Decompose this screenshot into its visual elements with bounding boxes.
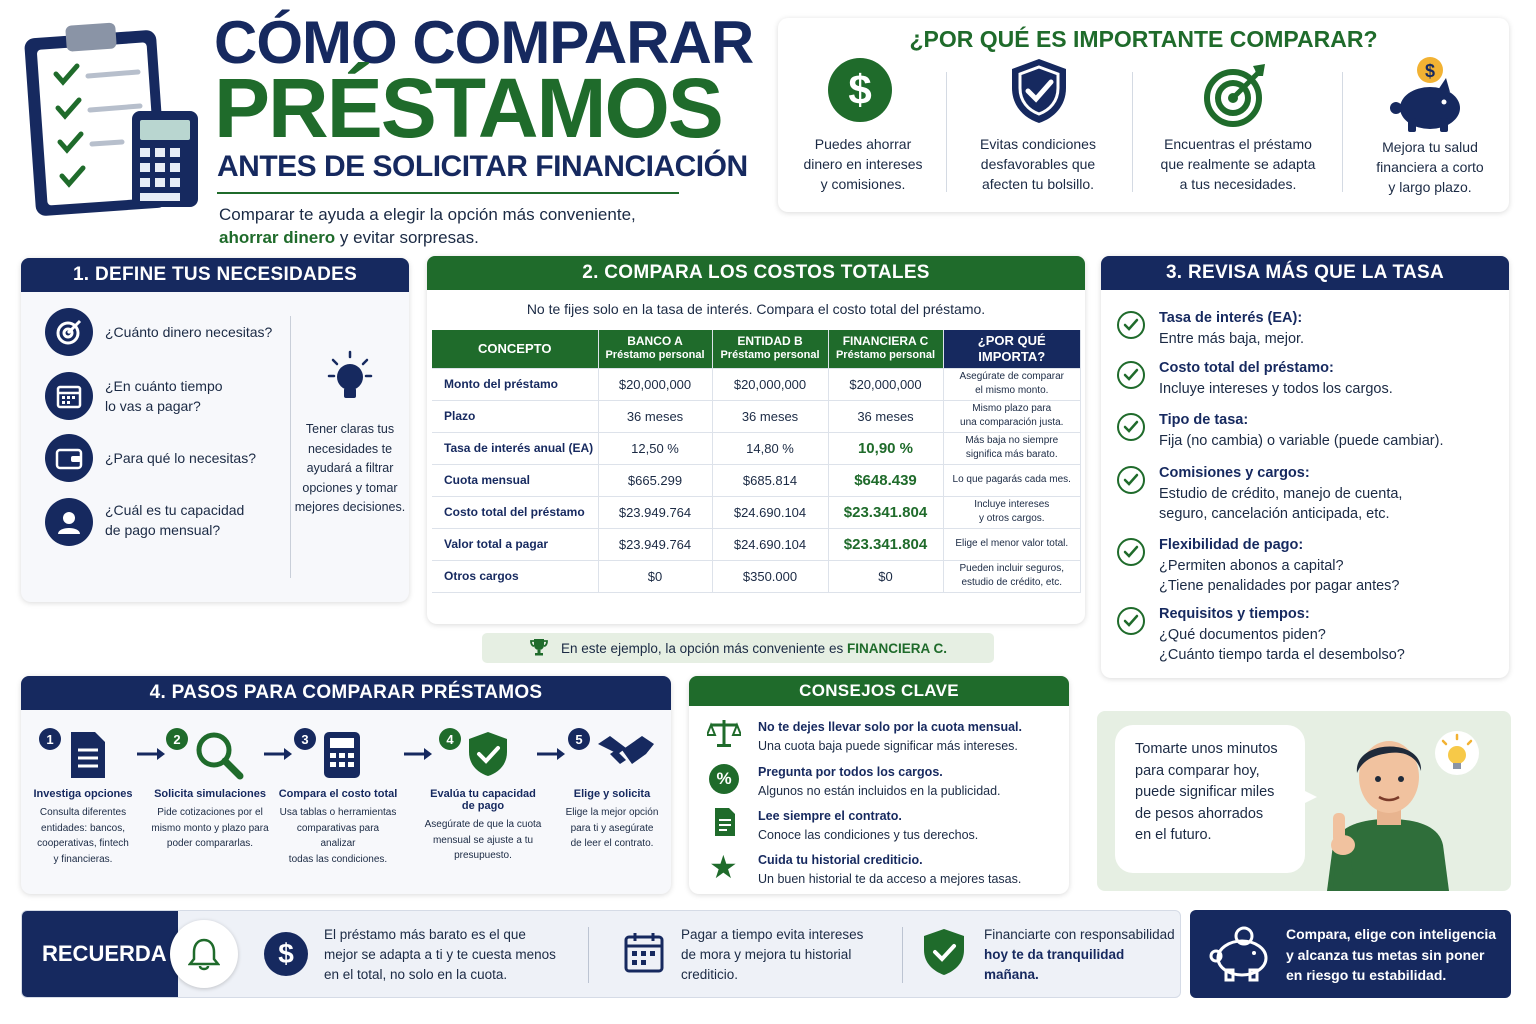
tip-item: Pregunta por todos los cargos. Algunos no están incluidos en la publicidad. (758, 765, 1001, 798)
why-item-1: Puedes ahorrar dinero en intereses y comisiones. (803, 136, 923, 192)
arrow-right-icon (264, 746, 294, 767)
need-4: ¿Cuál es tu capacidad de pago mensual? (105, 502, 245, 538)
row-concept: Otros cargos (432, 560, 598, 592)
table-cell: 10,90 % (828, 432, 943, 464)
table-row (432, 368, 1081, 400)
calculator-icon (322, 730, 362, 785)
table-cell: $20,000,000 (712, 368, 828, 400)
step-text: Evalúa tu capacidad de pago Asegúrate de que la cuota mensual se ajuste a tu presupuesto. (424, 788, 542, 861)
col-header: FINANCIERA C Préstamo personal (828, 330, 943, 368)
shield-check-icon (922, 927, 966, 982)
bell-icon (170, 920, 238, 988)
table-cell: $20,000,000 (828, 368, 943, 400)
col-header: ENTIDAD B Préstamo personal (712, 330, 828, 368)
final-message: Compara, elige con inteligencia y alcanza tus metas sin poner en riesgo tu estabilidad. (1286, 926, 1497, 983)
lightbulb-icon (327, 350, 373, 409)
check-icon (1117, 466, 1145, 494)
table-cell: $350.000 (712, 560, 828, 592)
remember-msg-3: Financiarte con responsabilidad hoy te da tranquilidad mañana. (984, 927, 1175, 982)
speech-bubble: Tomarte unos minutos para comparar hoy, puede significar miles de pesos ahorrados en el futuro. (1115, 725, 1305, 873)
section4-title: 4. PASOS PARA COMPARAR PRÉSTAMOS (21, 676, 671, 710)
table-cell: $685.814 (712, 464, 828, 496)
arrow-right-icon (404, 746, 434, 767)
star-icon: ★ (709, 849, 738, 885)
step-text: Compara el costo total Usa tablas o herramientas comparativas para analizar todas las condiciones. (278, 788, 398, 865)
check-item: Tipo de tasa: Fija (no cambia) o variable (puede cambiar). (1159, 412, 1444, 449)
dollar-icon: $ (828, 58, 892, 122)
table-cell: 12,50 % (598, 432, 712, 464)
table-cell: $20,000,000 (598, 368, 712, 400)
table-cell: $23.341.804 (828, 528, 943, 560)
why-item-4: Mejora tu salud financiera a corto y largo plazo. (1376, 139, 1484, 195)
row-why: Más baja no siempre significa más barato. (943, 432, 1081, 464)
calendar-icon (624, 931, 664, 978)
row-why: Asegúrate de comparar el mismo monto. (943, 368, 1081, 400)
title-line3: ANTES DE SOLICITAR FINANCIACIÓN (217, 150, 748, 183)
piggy-bank-icon (1388, 52, 1470, 139)
percent-icon: % (709, 764, 739, 794)
row-concept: Monto del préstamo (432, 368, 598, 400)
title-line2: PRÉSTAMOS (214, 61, 722, 155)
step-text: Investiga opciones Consulta diferentes entidades: bancos, cooperativas, fintech y financieras. (33, 788, 133, 865)
magnifier-icon (194, 730, 244, 785)
section1-title: 1. DEFINE TUS NECESIDADES (21, 258, 409, 292)
remember-msg-1: El préstamo más barato es el que mejor se adapta a ti y te cuesta menos en el total, no solo en la cuota. (324, 927, 556, 982)
row-why: Elige el menor valor total. (943, 528, 1081, 560)
row-concept: Costo total del préstamo (432, 496, 598, 528)
check-icon (1117, 413, 1145, 441)
needs-tip: Tener claras tus necesidades te ayudará a filtrar opciones y tomar mejores decisiones. (294, 422, 406, 514)
step-number: 3 (294, 728, 316, 750)
row-concept: Valor total a pagar (432, 528, 598, 560)
section3-title: 3. REVISA MÁS QUE LA TASA (1101, 256, 1509, 290)
arrow-right-icon (537, 746, 567, 767)
remember-msg-2: Pagar a tiempo evita intereses de mora y mejora tu historial crediticio. (681, 927, 864, 982)
table-cell: $648.439 (828, 464, 943, 496)
step-number: 1 (39, 728, 61, 750)
piggy-bank-icon (1208, 926, 1272, 987)
section-key-tips (689, 676, 1069, 894)
shield-check-icon (1008, 56, 1070, 131)
row-why: Incluye intereses y otros cargos. (943, 496, 1081, 528)
check-item: Comisiones y cargos: Estudio de crédito, manejo de cuenta, seguro, cancelación anticipada, etc. (1159, 465, 1403, 522)
table-cell: $24.690.104 (712, 496, 828, 528)
table-row (432, 560, 1081, 592)
col-header: CONCEPTO (432, 330, 598, 368)
table-cell: $24.690.104 (712, 528, 828, 560)
check-item: Tasa de interés (EA): Entre más baja, mejor. (1159, 310, 1305, 347)
table-cell: $23.341.804 (828, 496, 943, 528)
tip-item: Lee siempre el contrato. Conoce las condiciones y tus derechos. (758, 809, 979, 842)
scale-icon (707, 718, 741, 753)
advice-panel (1097, 711, 1511, 891)
section-check-more (1101, 256, 1509, 678)
step-text: Elige y solicita Elige la mejor opción para ti y asegúrate de leer el contrato. (565, 788, 659, 849)
row-why: Lo que pagarás cada mes. (943, 464, 1081, 496)
tips-title: CONSEJOS CLAVE (689, 676, 1069, 706)
col-header: ¿POR QUÉ IMPORTA? (943, 330, 1081, 368)
target-icon (1203, 62, 1269, 133)
tip-item: Cuida tu historial crediticio. Un buen historial te da acceso a mejores tasas. (758, 853, 1022, 886)
table-cell: 36 meses (712, 400, 828, 432)
check-item: Flexibilidad de pago: ¿Permiten abonos a capital? ¿Tiene penalidades por pagar antes? (1159, 537, 1400, 594)
need-2: ¿En cuánto tiempo lo vas a pagar? (105, 378, 223, 414)
row-concept: Plazo (432, 400, 598, 432)
document-icon (67, 730, 109, 785)
table-cell: $665.299 (598, 464, 712, 496)
person-thinking-illustration (1319, 725, 1509, 896)
need-1: ¿Cuánto dinero necesitas? (105, 324, 273, 340)
row-why: Pueden incluir seguros, estudio de crédito, etc. (943, 560, 1081, 592)
why-title: ¿POR QUÉ ES IMPORTANTE COMPARAR? (909, 26, 1378, 52)
table-row (432, 496, 1081, 528)
calendar-icon (45, 372, 93, 420)
trophy-icon (529, 637, 549, 660)
check-icon (1117, 311, 1145, 339)
table-cell: $0 (828, 560, 943, 592)
contract-icon (713, 806, 737, 843)
section2-subtitle: No te fijes solo en la tasa de interés. Compara el costo total del préstamo. (526, 301, 986, 317)
why-item-3: Encuentras el préstamo que realmente se adapta a tus necesidades. (1160, 136, 1316, 192)
step-text: Solicita simulaciones Pide cotizaciones por el mismo monto y plazo para poder compararlas. (151, 788, 269, 849)
need-3: ¿Para qué lo necesitas? (105, 450, 256, 466)
col-header: BANCO A Préstamo personal (598, 330, 712, 368)
table-cell: $23.949.764 (598, 496, 712, 528)
clipboard-calculator-icon (22, 16, 202, 216)
table-row (432, 464, 1081, 496)
intro-text: Comparar te ayuda a elegir la opción más conveniente, ahorrar dinero y evitar sorpresas. (219, 205, 636, 247)
result-banner: En este ejemplo, la opción más conveniente es FINANCIERA C. (482, 633, 994, 663)
remember-label: RECUERDA (42, 941, 167, 966)
footer-remember (21, 910, 1181, 998)
check-icon (1117, 361, 1145, 389)
final-message-panel (1190, 910, 1511, 998)
step-number: 5 (568, 728, 590, 750)
table-cell: 14,80 % (712, 432, 828, 464)
section-compare-costs (427, 256, 1085, 656)
step-number: 4 (439, 728, 461, 750)
shield-check-icon (467, 730, 509, 783)
dollar-icon: $ (264, 932, 308, 976)
section-define-needs (21, 258, 409, 602)
title-underline (217, 192, 679, 194)
check-item: Costo total del préstamo: Incluye intereses y todos los cargos. (1159, 360, 1393, 397)
title-line1: CÓMO COMPARAR (214, 9, 754, 76)
table-row (432, 432, 1081, 464)
arrow-right-icon (137, 746, 167, 767)
wallet-icon (45, 434, 93, 482)
table-cell: 36 meses (828, 400, 943, 432)
row-concept: Cuota mensual (432, 464, 598, 496)
target-icon (45, 308, 93, 356)
step-number: 2 (166, 728, 188, 750)
tip-item: No te dejes llevar solo por la cuota mensual. Una cuota baja puede significar más intereses. (758, 720, 1022, 753)
check-icon (1117, 607, 1145, 635)
table-row (432, 528, 1081, 560)
table-cell: 36 meses (598, 400, 712, 432)
check-icon (1117, 538, 1145, 566)
handshake-icon (596, 730, 656, 779)
why-compare-panel (778, 18, 1509, 212)
user-icon (45, 498, 93, 546)
svg-text:$: $ (1424, 61, 1436, 81)
cost-comparison-table (432, 330, 1081, 593)
row-why: Mismo plazo para una comparación justa. (943, 400, 1081, 432)
table-cell: $23.949.764 (598, 528, 712, 560)
row-concept: Tasa de interés anual (EA) (432, 432, 598, 464)
why-item-2: Evitas condiciones desfavorables que afecten tu bolsillo. (980, 136, 1096, 192)
table-cell: $0 (598, 560, 712, 592)
check-item: Requisitos y tiempos: ¿Qué documentos piden? ¿Cuánto tiempo tarda el desembolso? (1159, 606, 1405, 663)
section2-title: 2. COMPARA LOS COSTOS TOTALES (427, 256, 1085, 290)
table-row (432, 400, 1081, 432)
section-steps (21, 676, 671, 894)
